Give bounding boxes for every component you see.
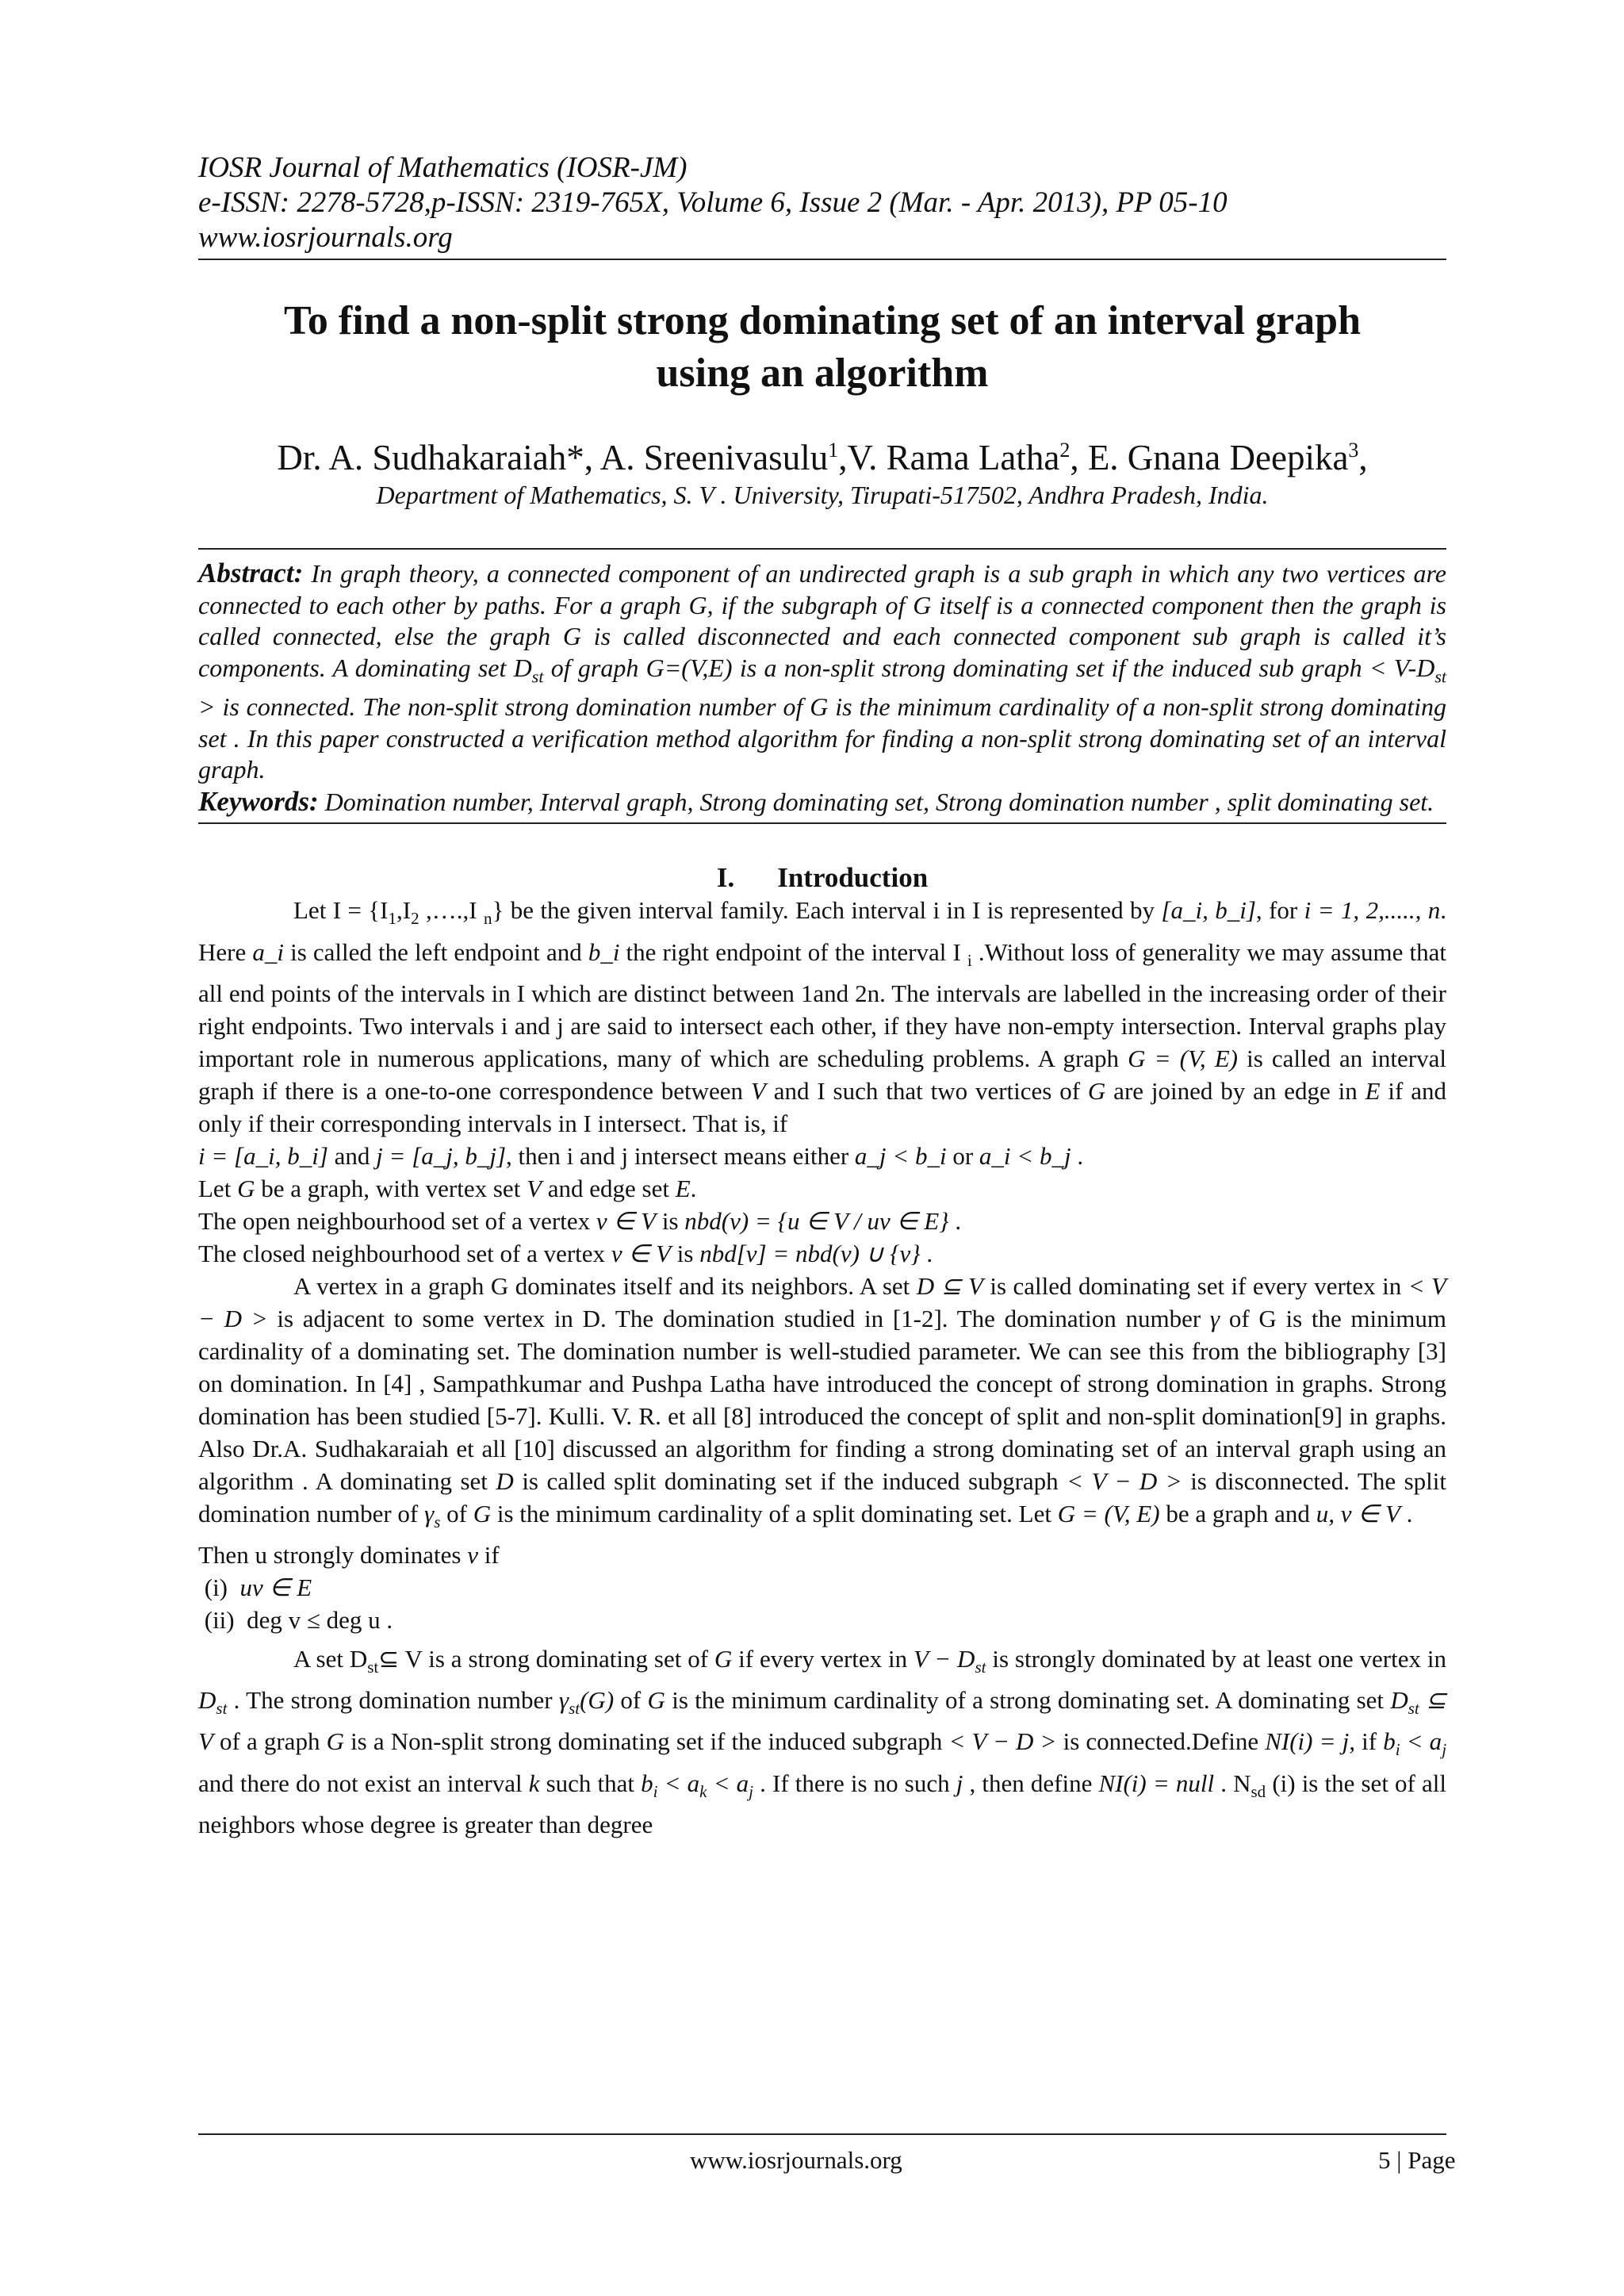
author-text: Dr. A. Sudhakaraiah*, A. Sreenivasulu <box>277 438 829 477</box>
author-sup: 1 <box>828 439 839 462</box>
journal-header <box>198 151 1446 255</box>
paper-page <box>198 151 1446 1841</box>
author-text: , <box>1358 438 1368 477</box>
math-expr: [a_i, b_i] <box>1161 896 1256 925</box>
line-closed-neighbourhood: The closed neighbourhood set of a vertex v ∈ V is nbd[v] = nbd(v) ∪ {v} . <box>198 1239 933 1267</box>
math-expr: E <box>1365 1076 1381 1105</box>
line-intersect: i = [a_i, b_i] and j = [a_j, b_j], then i and j intersect means either a_j < b_i or a_i < b_j . <box>198 1141 1084 1170</box>
section-number: I. <box>716 862 735 894</box>
keywords-text: Domination number, Interval graph, Strong dominating set, Strong domination number , split dominating set. <box>324 787 1434 816</box>
math-expr: G <box>1087 1076 1106 1105</box>
abstract-sub: st <box>1434 665 1447 686</box>
math-expr: V <box>750 1076 766 1105</box>
abstract <box>198 558 1446 818</box>
abstract-sub: st <box>531 665 544 686</box>
page-number: 5 | Page <box>1378 2146 1456 2174</box>
abstract-text: of graph G=(V,E) is a non-split strong dominating set if the induced sub graph < V-D <box>543 653 1435 682</box>
header-rule <box>198 259 1446 260</box>
condition-2: (ii) deg v ≤ deg u . <box>204 1605 393 1634</box>
author-text: ,V. Rama Latha <box>838 438 1060 477</box>
journal-website[interactable]: www.iosrjournals.org <box>198 221 453 254</box>
footer-website[interactable]: www.iosrjournals.org <box>690 2146 902 2174</box>
journal-issn: e-ISSN: 2278-5728,p-ISSN: 2319-765X, Volume 6, Issue 2 (Mar. - Apr. 2013), PP 05-10 <box>198 186 1228 219</box>
author-text: , E. Gnana Deepika <box>1070 438 1349 477</box>
math-expr: a_i <box>252 937 284 966</box>
paragraph-domination: A vertex in a graph G dominates itself and its neighbors. A set D ⊆ V is called dominating set if every vertex in < V − D > is adjacent to some vertex in D. The domination studied in [1-2]. The domination number γ of G is the minimum cardinality of a dominating set. The domination number is well-studied parameter. We can see this from the bibliography [3] on domination. In [4] , Sampathkumar and Pushpa Latha have introduced the concept of strong domination in graphs. Strong domination has been studied [5-7]. Kulli. V. R. et all [8] introduced the concept of split and non-split domination[9] in graphs. Also Dr.A. Sudhakaraiah et all [10] discussed an algorithm for finding a strong dominating set of an interval graph using an algorithm . A dominating set D is called split dominating set if the induced subgraph < V − D > is disconnected. The split domination number of $\gamma_s$ of G is the minimum cardinality of a split dominating set. Let G = (V, E) be a graph and u, v ∈ V . <box>198 1271 1446 1531</box>
title-line-2: using an algorithm <box>656 351 989 396</box>
title-line-1: To find a non-split strong dominating set of an interval graph <box>283 298 1362 343</box>
abstract-label: Abstract: <box>198 558 304 588</box>
paragraph-intervals: Let $I = \{I_1,I_2$ ,….,I $_n$} be the given interval family. Each interval i in I is represented by [a_i, b_i], for i = 1, 2,....., n. Here a_i is called the left endpoint and b_i the right endpoint of the interval I $_i$ .Without loss of generality we may assume that all end points of the intervals in I which are distinct between 1and 2n. The intervals are labelled in the increasing order of their right endpoints. Two intervals i and j are said to intersect each other, if they have non-empty intersection. Interval graphs play important role in numerous applications, many of which are scheduling problems. A graph G = (V, E) is called an interval graph if there is a one-to-one correspondence between V and I such that two vertices of G are joined by an edge in E if and only if their corresponding intervals in I intersect. That is, if <box>198 896 1446 1137</box>
author-sup: 2 <box>1059 439 1071 462</box>
line-strongly-dominates: Then u strongly dominates v if <box>198 1540 500 1569</box>
author-sup: 3 <box>1348 439 1359 462</box>
math-expr: b_i <box>588 937 620 966</box>
affiliation: Department of Mathematics, S. V . University, Tirupati-517502, Andhra Pradesh, India. <box>376 481 1269 509</box>
abstract-text: > is connected. The non-split strong domination number of G is the minimum cardinality of a non-split strong dominating set . In this paper constructed a verification method algorithm for finding a non-split strong dominating set of an interval graph. <box>198 692 1446 784</box>
journal-name: IOSR Journal of Mathematics (IOSR-JM) <box>198 151 688 184</box>
line-let-graph: Let G be a graph, with vertex set V and edge set E. <box>198 1174 697 1202</box>
math-expr: i = 1, 2,....., n <box>1304 896 1441 925</box>
condition-1: (i) uv ∈ E <box>204 1573 312 1601</box>
line-open-neighbourhood: The open neighbourhood set of a vertex v ∈ V is nbd(v) = {u ∈ V / uv ∈ E} . <box>198 1206 962 1235</box>
body-text <box>198 894 1446 1840</box>
paragraph-strong-domination: A set $D_{st}⊆$ V is a strong dominating set of G if every vertex in $V - D_{st}$ is strongly dominated by at least one vertex in $D_{st}$ . The strong domination number $\gamma_{st}(G)$ of G is the minimum cardinality of a strong dominating set. A dominating set $D_{st}$ ⊆ V of a graph G is a Non-split strong dominating set if the induced subgraph < V − D > is connected.Define NI(i) = j, if $b_i < a_j$ and there do not exist an interval k such that $b_i < a_k < a_j$ . If there is no such j , then define NI(i) = null . $N_{sd}$ (i) is the set of all neighbors whose degree is greater than degree <box>198 1644 1447 1838</box>
section-title: Introduction <box>777 862 929 894</box>
keywords-label: Keywords: <box>198 785 319 817</box>
section-heading <box>198 862 1446 894</box>
abstract-text: In graph theory, a connected component of an undirected graph is a sub graph in which any two vertices are connected to each other by paths. For a graph G, if the subgraph of G itself is a connected component then the graph is called connected, else the graph G is called disconnected and each connected component sub graph is called it’s components. A dominating set D <box>198 559 1447 682</box>
footer-rule <box>198 2133 1446 2135</box>
abstract-bottom-rule <box>198 822 1446 824</box>
math-expr: G = (V, E) <box>1128 1044 1238 1072</box>
author-list <box>198 428 1446 480</box>
abstract-top-rule <box>198 548 1446 550</box>
paper-title <box>198 295 1446 400</box>
